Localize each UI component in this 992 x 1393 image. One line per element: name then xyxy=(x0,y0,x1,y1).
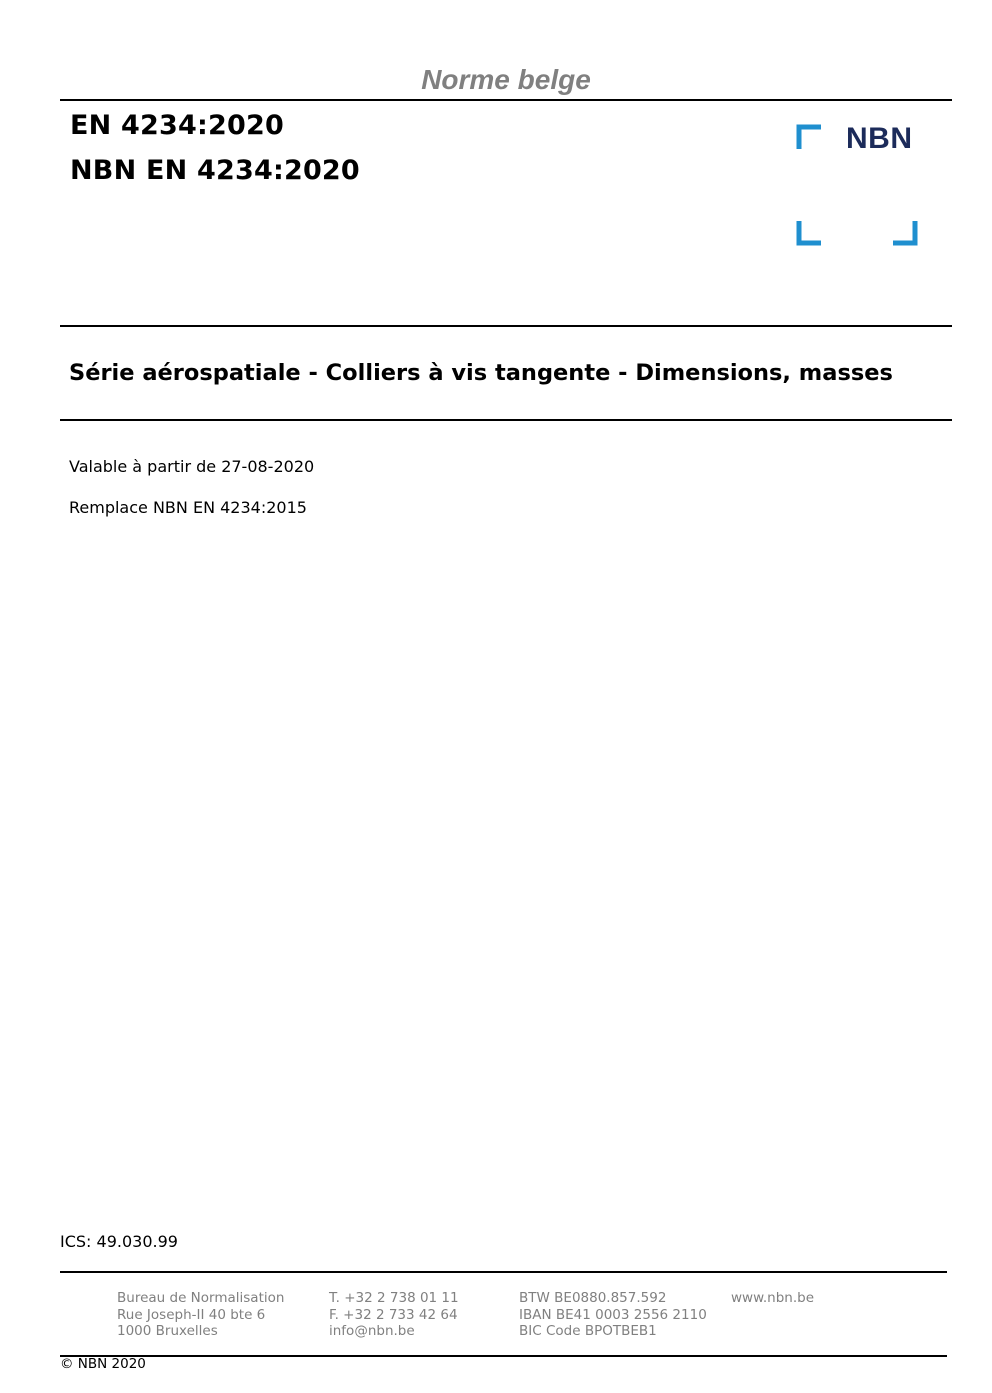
nbn-logo xyxy=(796,124,920,248)
footer-line: BTW BE0880.857.592 xyxy=(519,1290,667,1306)
footer-bank xyxy=(519,1290,707,1340)
footer-line: BIC Code BPOTBEB1 xyxy=(519,1323,657,1339)
footer-phone: T. +32 2 738 01 11 xyxy=(329,1290,459,1306)
website-link[interactable]: www.nbn.be xyxy=(731,1290,815,1306)
standard-code: EN 4234:2020 xyxy=(70,110,284,141)
footer-contact xyxy=(329,1290,459,1340)
divider-footer-top xyxy=(60,1271,947,1273)
ics-code: ICS: 49.030.99 xyxy=(60,1232,178,1251)
footer-address xyxy=(117,1290,284,1340)
national-standard-code: NBN EN 4234:2020 xyxy=(70,155,360,186)
divider-top xyxy=(60,99,952,101)
replaces: Remplace NBN EN 4234:2015 xyxy=(69,498,307,517)
divider-footer-bottom xyxy=(60,1355,947,1357)
document-title: Série aérospatiale - Colliers à vis tangente - Dimensions, masses xyxy=(69,360,893,386)
copyright: © NBN 2020 xyxy=(60,1356,146,1372)
document-type-label: Norme belge xyxy=(421,64,591,95)
footer-line: Rue Joseph-II 40 bte 6 xyxy=(117,1306,266,1323)
valid-from: Valable à partir de 27-08-2020 xyxy=(69,457,315,476)
divider-title-top xyxy=(60,325,952,327)
footer-line: Bureau de Normalisation xyxy=(117,1290,285,1306)
footer-line: 1000 Bruxelles xyxy=(117,1323,218,1339)
footer-website xyxy=(731,1290,814,1307)
footer-line: IBAN BE41 0003 2556 2110 xyxy=(519,1306,707,1323)
divider-title-bottom xyxy=(60,419,952,421)
footer-email[interactable]: info@nbn.be xyxy=(329,1323,415,1339)
logo-text: NBN xyxy=(846,122,913,155)
footer-fax: F. +32 2 733 42 64 xyxy=(329,1306,458,1323)
